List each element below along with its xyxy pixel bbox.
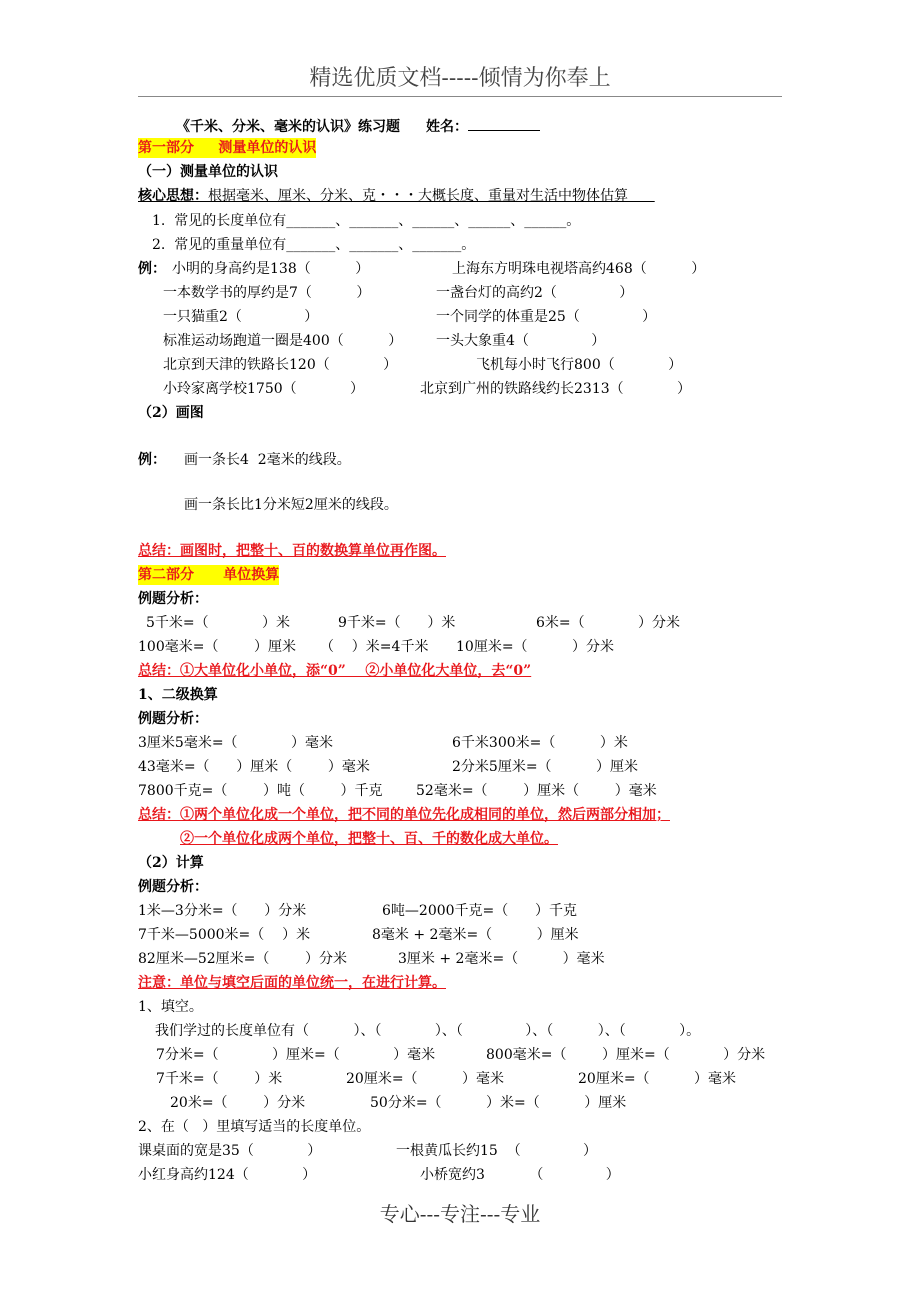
two-level-item: 6千米300米=（ ）米 xyxy=(452,735,628,751)
exercise-1-item: 20厘米=（ ）毫米 xyxy=(578,1071,737,1087)
example-item: 一头大象重4（ ） xyxy=(436,333,606,349)
calc-item: 82厘米—52厘米=（ ）分米 xyxy=(138,951,347,967)
question-weight-units: 2. 常见的重量单位有_______、_______、_______。 xyxy=(152,237,476,253)
core-idea xyxy=(138,186,655,206)
exercise-1-units: 我们学过的长度单位有（ ）、（ ）、（ ）、（ ）、（ ）。 xyxy=(155,1023,701,1039)
exercise-2-item: 小红身高约124（ ） xyxy=(138,1167,317,1183)
example-item: 一只猫重2（ ） xyxy=(163,309,319,325)
two-level-summary-2: ②一个单位化成两个单位，把整十、百、千的数化成大单位。 xyxy=(180,831,558,847)
conversion-summary: 总结：①大单位化小单位，添“0” ②小单位化大单位，去“0” xyxy=(138,663,532,679)
conversion-item: 6米=（ ）分米 xyxy=(536,615,681,631)
conversion-item: 5千米=（ ）米 xyxy=(146,615,291,631)
example-analysis-label: 例题分析： xyxy=(138,879,208,895)
two-level-item: 52毫米=（ ）厘米（ ）毫米 xyxy=(416,783,657,799)
name-blank[interactable] xyxy=(468,116,540,131)
conversion-item: 100毫米=（ ）厘米 xyxy=(138,639,297,655)
exercise-2-item: 小桥宽约3 （ ） xyxy=(420,1167,620,1183)
draw-task-2: 画一条长比1分米短2厘米的线段。 xyxy=(184,497,398,513)
page-header: 精选优质文档-----倾情为你奉上 xyxy=(138,62,782,97)
calc-note: 注意：单位与填空后面的单位统一，在进行计算。 xyxy=(138,975,446,991)
part1-heading: 第一部分 测量单位的认识 xyxy=(138,140,317,156)
exercise-2-item: 课桌面的宽是35（ ） xyxy=(138,1143,322,1159)
draw-example-label: 例： xyxy=(138,452,166,468)
part1-sub2: （2）画图 xyxy=(138,405,204,421)
two-level-item: 2分米5厘米=（ ）厘米 xyxy=(452,759,639,775)
two-level-item: 3厘米5毫米=（ ）毫米 xyxy=(138,735,333,751)
page-footer: 专心---专注---专业 xyxy=(379,1202,541,1226)
example-item: 一个同学的体重是25（ ） xyxy=(436,309,657,325)
example-item: 小玲家离学校1750（ ） xyxy=(163,381,365,397)
exercise-1-item: 7千米=（ ）米 xyxy=(156,1071,283,1087)
exercise-2-item: 一根黄瓜长约15 （ ） xyxy=(396,1143,598,1159)
example-item: 标准运动场跑道一圈是400（ ） xyxy=(163,333,403,349)
conversion-item: 9千米=（ ）米 xyxy=(338,615,456,631)
example-analysis-label: 例题分析： xyxy=(138,711,208,727)
name-label: 姓名： xyxy=(426,119,468,135)
section-calculation: （2）计算 xyxy=(138,855,204,871)
part2-heading: 第二部分 单位换算 xyxy=(138,567,280,583)
example-item: 一本数学书的厚约是7（ ） xyxy=(163,285,371,301)
calc-item: 8毫米 + 2毫米=（ ）厘米 xyxy=(372,927,579,943)
exercise-1-item: 50分米=（ ）米=（ ）厘米 xyxy=(370,1095,627,1111)
exercise-1-title: 1、填空。 xyxy=(138,999,203,1015)
exercise-1-item: 20厘米=（ ）毫米 xyxy=(346,1071,505,1087)
calc-item: 1米—3分米=（ ）分米 xyxy=(138,903,307,919)
example-analysis-label: 例题分析： xyxy=(138,591,208,607)
example-item: 北京到天津的铁路长120（ ） xyxy=(163,357,398,373)
part1-sub1: （一）测量单位的认识 xyxy=(138,164,278,180)
exercise-1-item: 800毫米=（ ）厘米=（ ）分米 xyxy=(486,1047,766,1063)
worksheet-title xyxy=(176,116,540,137)
core-label: 核心思想： xyxy=(138,188,208,204)
conversion-item: （ ）米=4千米 xyxy=(320,639,429,655)
calc-item: 3厘米 + 2毫米=（ ）毫米 xyxy=(398,951,605,967)
title-text: 《千米、分米、毫米的认识》练习题 xyxy=(176,119,400,135)
conversion-item: 10厘米=（ ）分米 xyxy=(456,639,615,655)
example-label: 例： xyxy=(138,261,166,277)
question-length-units: 1. 常见的长度单位有_______、_______、______、______、______。 xyxy=(152,213,581,229)
core-text: 根据毫米、厘米、分米、克・・・大概长度、重量对生活中物体估算 xyxy=(208,188,628,204)
example-item: 飞机每小时飞行800（ ） xyxy=(476,357,683,373)
exercise-1-item: 7分米=（ ）厘米=（ ）毫米 xyxy=(156,1047,436,1063)
section-two-level: 1、二级换算 xyxy=(138,687,218,703)
calc-item: 6吨—2000千克=（ ）千克 xyxy=(382,903,577,919)
example-item: 一盏台灯的高约2（ ） xyxy=(436,285,634,301)
example-item: 小明的身高约是138（ ） xyxy=(172,261,370,277)
two-level-summary-1: 总结：①两个单位化成一个单位，把不同的单位先化成相同的单位，然后两部分相加； xyxy=(138,807,670,823)
exercise-2-title: 2、在（ ）里填写适当的长度单位。 xyxy=(138,1119,371,1135)
example-item: 北京到广州的铁路线约长2313（ ） xyxy=(420,381,692,397)
calc-item: 7千米—5000米=（ ）米 xyxy=(138,927,311,943)
exercise-1-item: 20米=（ ）分米 xyxy=(170,1095,306,1111)
two-level-item: 43毫米=（ ）厘米（ ）毫米 xyxy=(138,759,370,775)
draw-summary: 总结：画图时，把整十、百的数换算单位再作图。 xyxy=(138,543,446,559)
draw-task-1: 画一条长4 2毫米的线段。 xyxy=(184,452,351,468)
example-item: 上海东方明珠电视塔高约468（ ） xyxy=(452,261,706,277)
two-level-item: 7800千克=（ ）吨（ ）千克 xyxy=(138,783,383,799)
